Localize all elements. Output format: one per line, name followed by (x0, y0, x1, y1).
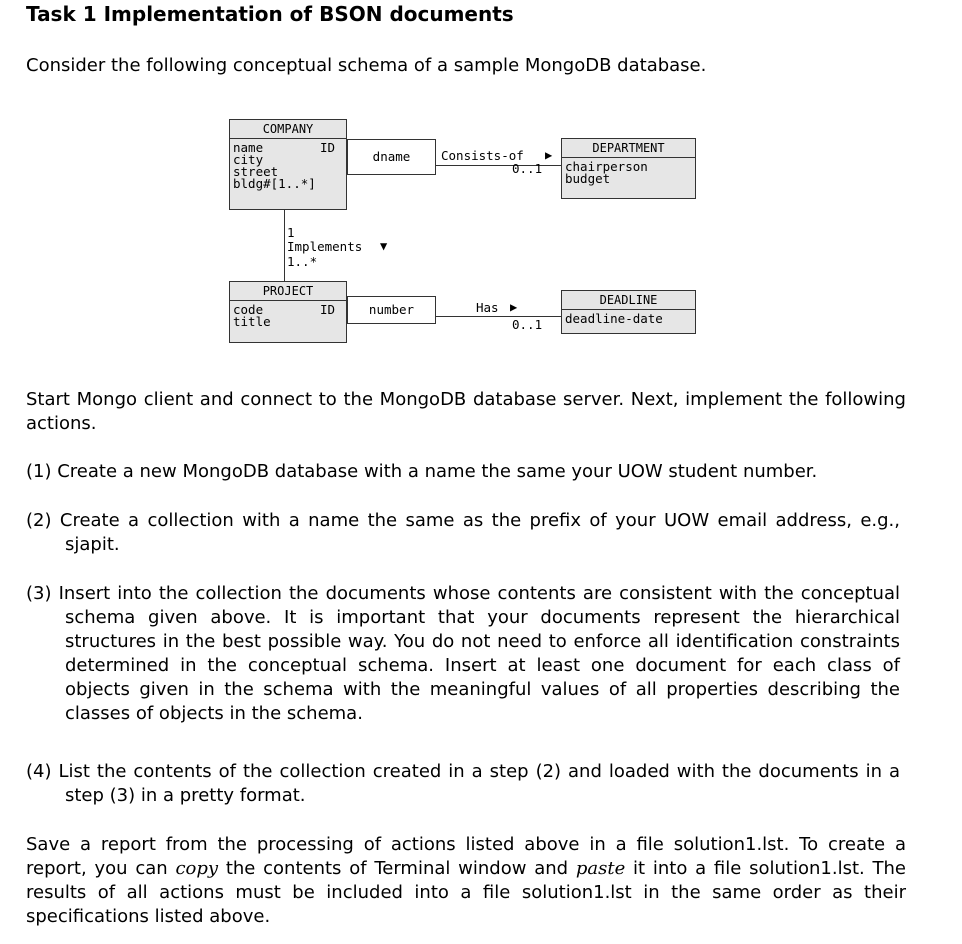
deadline-class-name: DEADLINE (562, 291, 695, 310)
department-class-name: DEPARTMENT (562, 139, 695, 158)
number-qualifier: number (347, 296, 436, 324)
action-number: (3) (26, 583, 52, 604)
dname-qualifier: dname (347, 139, 436, 175)
department-class (561, 138, 696, 199)
action-item-4 (26, 760, 900, 808)
implements-label: Implements (287, 239, 363, 254)
action-number: (2) (26, 510, 52, 531)
project-attributes (233, 304, 271, 328)
consists-of-multiplicity: 0..1 (512, 161, 543, 176)
company-id-label: ID (320, 140, 336, 155)
company-attr-bldg: bldg#[1..*] (233, 176, 316, 191)
start-instructions: Start Mongo client and connect to the MongoDB database server. Next, implement the following actions. (26, 389, 906, 434)
has-label: Has (476, 300, 499, 315)
intro-text: Consider the following conceptual schema of a sample MongoDB database. (26, 55, 707, 76)
deadline-class (561, 290, 696, 334)
has-arrow-icon: ▶ (510, 300, 518, 314)
action-text: Create a collection with a name the same as the prefix of your UOW email address, e.g., sjapit. (59, 510, 900, 555)
company-attributes (233, 142, 316, 190)
has-multiplicity: 0..1 (512, 317, 543, 332)
action-text: List the contents of the collection created in a step (2) and loaded with the documents in a step (3) in a pretty format. (58, 761, 900, 806)
report-instructions: Save a report from the processing of actions listed above in a file solution1.lst. To create a report, you can copy the contents of Terminal window and paste it into a file solution1.lst. The results of all actions must be included into a file solution1.lst in the same order as their specifications listed above. (26, 834, 906, 927)
company-attr-street: street (233, 164, 279, 179)
consists-of-label: Consists-of (441, 148, 524, 163)
department-attributes (565, 161, 648, 185)
deadline-attributes (565, 313, 663, 325)
project-class (229, 281, 347, 343)
company-class (229, 119, 347, 210)
implements-arrow-icon: ▼ (380, 239, 388, 253)
implements-multiplicity-bottom: 1..* (287, 254, 318, 269)
company-attr-city: city (233, 152, 264, 167)
consists-arrow-icon: ▶ (545, 148, 553, 162)
project-attr-title: title (233, 314, 271, 329)
action-item-2 (26, 509, 900, 557)
page-title: Task 1 Implementation of BSON documents (26, 2, 514, 26)
department-attr-chairperson: chairperson (565, 159, 648, 174)
deadline-attr-date: deadline-date (565, 311, 663, 326)
action-item-3 (26, 582, 900, 726)
project-attr-code: code (233, 302, 264, 317)
action-number: (1) (26, 461, 52, 482)
action-text: Insert into the collection the documents whose contents are consistent with the conceptual schema given above. It is important that your documents represent the hierarchical structures in the best possible way. You do not need to enforce all identification constraints determined in the conceptual schema. Insert at least one document for each class of objects given in the schema with the meaningful values of all properties describing the classes of objects in the schema. (58, 583, 900, 724)
department-attr-budget: budget (565, 171, 611, 186)
paste-emphasis: paste (575, 858, 626, 879)
action-number: (4) (26, 761, 52, 782)
action-item-1 (26, 460, 900, 484)
action-text: Create a new MongoDB database with a name the same your UOW student number. (57, 461, 818, 482)
project-id-label: ID (320, 302, 336, 317)
company-class-name: COMPANY (230, 120, 346, 139)
consists-of-line (436, 165, 561, 166)
implements-line (284, 210, 285, 281)
copy-emphasis: copy (175, 858, 219, 879)
company-attr-name: name (233, 140, 264, 155)
project-class-name: PROJECT (230, 282, 346, 301)
implements-multiplicity-top: 1 (287, 225, 295, 240)
has-line (436, 316, 561, 317)
